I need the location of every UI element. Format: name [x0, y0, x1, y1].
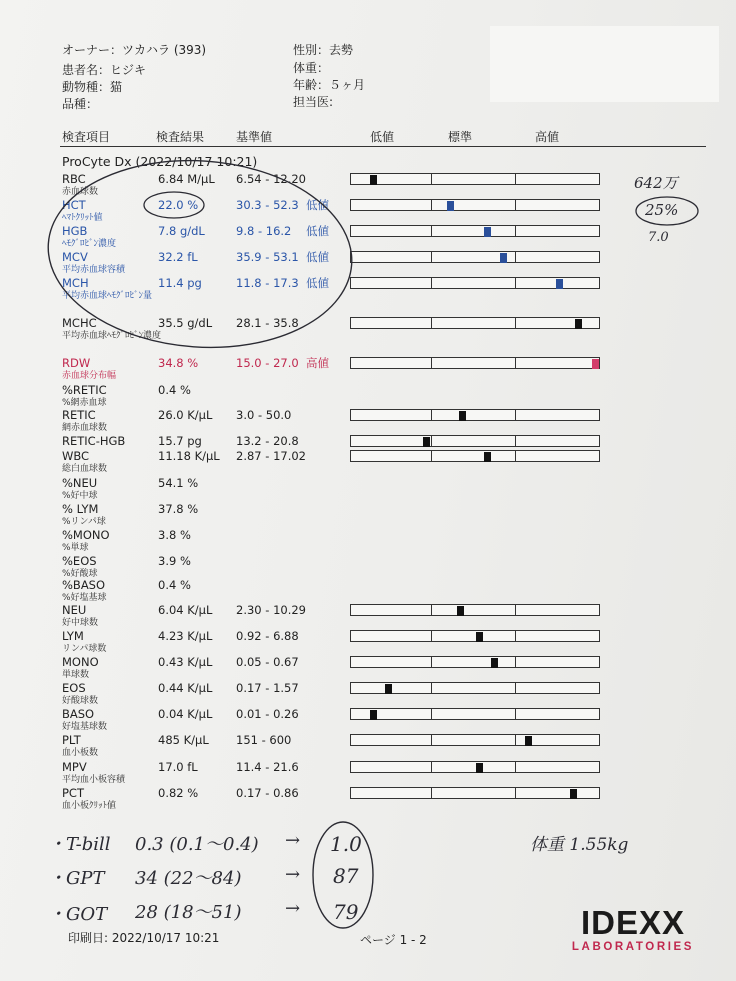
test-code: EOS — [62, 681, 86, 695]
result-marker — [457, 606, 464, 616]
test-value: 0.82 % — [158, 786, 199, 800]
flag-label: 高値 — [306, 356, 329, 370]
col-high-header: 高値 — [535, 130, 560, 144]
sex-field: 性別：去勢 — [293, 43, 354, 57]
note-tbil-new: 1.0 — [330, 832, 362, 856]
test-name: %リンパ球 — [62, 517, 106, 527]
test-name: 赤血球分布幅 — [62, 371, 117, 381]
note-rbc-count: 642万 — [634, 174, 678, 192]
range-divider-low — [431, 226, 432, 236]
note-body-weight: 体重 1.55kg — [530, 835, 629, 855]
test-name: リンパ球数 — [62, 644, 107, 654]
result-marker — [423, 437, 430, 447]
test-name: 平均赤血球ﾍﾓｸﾞﾛﾋﾞﾝ量 — [62, 291, 153, 301]
test-value: 11.18 K/µL — [158, 449, 220, 463]
flag-label: 低値 — [306, 276, 329, 290]
range-bar — [350, 708, 600, 720]
note-got-result: 28 (18～51) — [135, 902, 242, 923]
flag-label: 低値 — [306, 250, 329, 264]
range-divider-high — [515, 200, 516, 210]
reference-range: 0.17 - 0.86 — [236, 786, 299, 800]
test-name: 赤血球数 — [62, 187, 99, 197]
reference-range: 6.54 - 12.20 — [236, 172, 306, 186]
test-value: 34.8 % — [158, 356, 199, 370]
test-value: 3.9 % — [158, 554, 191, 568]
range-divider-low — [431, 200, 432, 210]
test-code: RETIC-HGB — [62, 434, 126, 448]
reference-range: 15.0 - 27.0 — [236, 356, 299, 370]
range-bar — [350, 173, 600, 185]
range-divider-low — [431, 657, 432, 667]
range-divider-low — [431, 762, 432, 772]
doctor-field: 担当医: — [293, 95, 334, 109]
result-marker — [370, 710, 377, 720]
test-value: 11.4 pg — [158, 276, 202, 290]
test-value: 54.1 % — [158, 476, 199, 490]
range-divider-high — [515, 358, 516, 368]
note-got-new: 79 — [333, 900, 359, 924]
range-divider-high — [515, 436, 516, 446]
test-name: 平均血小板容積 — [62, 775, 126, 785]
range-bar — [350, 435, 600, 447]
reference-range: 30.3 - 52.3 — [236, 198, 299, 212]
range-bar — [350, 277, 600, 289]
test-code: RBC — [62, 172, 86, 186]
test-code: PCT — [62, 786, 84, 800]
range-divider-high — [515, 735, 516, 745]
test-name: %単球 — [62, 543, 89, 553]
test-code: %RETIC — [62, 383, 107, 397]
result-marker — [575, 319, 582, 329]
test-code: NEU — [62, 603, 87, 617]
test-code: MCV — [62, 250, 88, 264]
flag-label: 低値 — [306, 224, 329, 238]
note-tbil-result: 0.3 (0.1～0.4) — [135, 834, 259, 855]
range-divider-low — [431, 788, 432, 798]
result-marker — [484, 452, 491, 462]
test-name: 好中球数 — [62, 618, 99, 628]
test-name: ﾍﾏﾄｸﾘｯﾄ値 — [62, 213, 103, 223]
breed-field: 品種： — [62, 97, 99, 111]
test-name: %網赤血球 — [62, 398, 107, 408]
range-bar — [350, 656, 600, 668]
range-divider-high — [515, 318, 516, 328]
test-name: %好酸球 — [62, 569, 98, 579]
owner-field: オーナー：ツカハラ (393) — [62, 43, 207, 57]
test-name: %好塩基球 — [62, 593, 107, 603]
weight-field: 体重： — [293, 61, 330, 75]
range-divider-high — [515, 278, 516, 288]
result-marker — [370, 175, 377, 185]
reference-range: 9.8 - 16.2 — [236, 224, 292, 238]
test-code: WBC — [62, 449, 90, 463]
reference-range: 13.2 - 20.8 — [236, 434, 299, 448]
test-code: HCT — [62, 198, 86, 212]
range-bar — [350, 734, 600, 746]
test-code: PLT — [62, 733, 81, 747]
test-value: 37.8 % — [158, 502, 199, 516]
range-bar — [350, 604, 600, 616]
test-value: 26.0 K/µL — [158, 408, 213, 422]
reference-range: 35.9 - 53.1 — [236, 250, 299, 264]
test-value: 0.4 % — [158, 578, 191, 592]
result-marker — [500, 253, 507, 263]
result-marker — [476, 763, 483, 773]
flag-label: 低値 — [306, 198, 329, 212]
range-bar — [350, 682, 600, 694]
note-hct: 25% — [645, 201, 679, 219]
reference-range: 11.4 - 21.6 — [236, 760, 299, 774]
test-code: MCHC — [62, 316, 97, 330]
result-marker — [556, 279, 563, 289]
test-name: 血小板ｸﾘｯﾄ値 — [62, 801, 117, 811]
idexx-logo — [566, 905, 700, 953]
result-marker — [447, 201, 454, 211]
test-code: %BASO — [62, 578, 106, 592]
test-value: 32.2 fL — [158, 250, 198, 264]
test-value: 7.8 g/dL — [158, 224, 205, 238]
test-name: 単球数 — [62, 670, 90, 680]
result-marker — [385, 684, 392, 694]
test-value: 485 K/µL — [158, 733, 209, 747]
range-divider-high — [515, 788, 516, 798]
range-bar — [350, 251, 600, 263]
range-divider-high — [515, 631, 516, 641]
test-value: 4.23 K/µL — [158, 629, 213, 643]
test-value: 0.43 K/µL — [158, 655, 213, 669]
test-value: 0.04 K/µL — [158, 707, 213, 721]
range-bar — [350, 787, 600, 799]
col-normal-header: 標準 — [448, 130, 473, 144]
reference-range: 3.0 - 50.0 — [236, 408, 292, 422]
reference-range: 0.01 - 0.26 — [236, 707, 299, 721]
reference-range: 0.17 - 1.57 — [236, 681, 299, 695]
col-reference-header: 基準値 — [236, 130, 273, 144]
range-divider-high — [515, 174, 516, 184]
range-divider-low — [431, 709, 432, 719]
test-name: ﾍﾓｸﾞﾛﾋﾞﾝ濃度 — [62, 239, 117, 249]
test-name: %好中球 — [62, 491, 98, 501]
test-code: RETIC — [62, 408, 96, 422]
note-gpt-arrow: → — [285, 864, 301, 885]
test-value: 17.0 fL — [158, 760, 198, 774]
age-field: 年齢：５ヶ月 — [293, 78, 366, 92]
range-divider-low — [431, 735, 432, 745]
range-bar — [350, 409, 600, 421]
note-gpt-new: 87 — [333, 864, 359, 888]
reference-range: 2.30 - 10.29 — [236, 603, 306, 617]
test-value: 3.8 % — [158, 528, 191, 542]
result-marker — [484, 227, 491, 237]
test-name: 平均赤血球ﾍﾓｸﾞﾛﾋﾞﾝ濃度 — [62, 331, 162, 341]
note-gpt-result: 34 (22～84) — [135, 868, 242, 889]
result-marker — [491, 658, 498, 668]
range-divider-low — [431, 436, 432, 446]
reference-range: 0.92 - 6.88 — [236, 629, 299, 643]
range-divider-low — [431, 174, 432, 184]
page-number: ページ 1 - 2 — [360, 933, 427, 947]
test-name: 総白血球数 — [62, 464, 108, 474]
reference-range: 151 - 600 — [236, 733, 292, 747]
test-code: % LYM — [62, 502, 99, 516]
test-value: 15.7 pg — [158, 434, 202, 448]
test-value: 0.44 K/µL — [158, 681, 213, 695]
print-date: 印刷日: 2022/10/17 10:21 — [68, 931, 220, 945]
result-marker — [570, 789, 577, 799]
test-value: 6.84 M/µL — [158, 172, 215, 186]
range-divider-high — [515, 226, 516, 236]
reference-range: 11.8 - 17.3 — [236, 276, 299, 290]
result-marker — [525, 736, 532, 746]
range-bar — [350, 761, 600, 773]
note-tbil-arrow: → — [285, 830, 301, 851]
test-name: 血小板数 — [62, 748, 99, 758]
test-name: 好塩基球数 — [62, 722, 108, 732]
test-code: RDW — [62, 356, 91, 370]
range-divider-low — [431, 631, 432, 641]
species-field: 動物種：猫 — [62, 80, 123, 94]
test-name: 好酸球数 — [62, 696, 99, 706]
col-item-header: 検査項目 — [62, 130, 111, 144]
range-bar — [350, 357, 600, 369]
reference-range: 0.05 - 0.67 — [236, 655, 299, 669]
test-value: 22.0 % — [158, 198, 199, 212]
header-rule — [60, 146, 706, 147]
range-bar — [350, 317, 600, 329]
result-marker — [592, 359, 599, 369]
range-divider-high — [515, 410, 516, 420]
range-divider-low — [431, 410, 432, 420]
test-code: BASO — [62, 707, 95, 721]
reference-range: 28.1 - 35.8 — [236, 316, 299, 330]
test-code: %NEU — [62, 476, 98, 490]
test-code: LYM — [62, 629, 84, 643]
test-value: 0.4 % — [158, 383, 191, 397]
test-code: MPV — [62, 760, 87, 774]
patient-field: 患者名：ヒジキ — [62, 63, 147, 77]
logo-wordmark: IDEXX — [580, 904, 686, 941]
range-divider-low — [431, 318, 432, 328]
col-low-header: 低値 — [370, 130, 395, 144]
range-divider-high — [515, 451, 516, 461]
note-gpt-test: ・GPT — [48, 868, 105, 889]
range-bar — [350, 225, 600, 237]
range-divider-high — [515, 657, 516, 667]
test-value: 35.5 g/dL — [158, 316, 213, 330]
note-hgb: 7.0 — [648, 230, 669, 245]
range-divider-high — [515, 252, 516, 262]
test-code: %EOS — [62, 554, 97, 568]
range-divider-low — [431, 451, 432, 461]
note-got-test: ・GOT — [48, 904, 108, 925]
test-code: MONO — [62, 655, 99, 669]
note-got-arrow: → — [285, 898, 301, 919]
range-divider-low — [431, 683, 432, 693]
range-divider-low — [431, 605, 432, 615]
test-name: 平均赤血球容積 — [62, 265, 126, 275]
range-bar — [350, 199, 600, 211]
note-tbil-test: ・T-bill — [48, 834, 111, 855]
range-divider-high — [515, 605, 516, 615]
test-value: 6.04 K/µL — [158, 603, 213, 617]
result-marker — [459, 411, 466, 421]
analyzer-title: ProCyte Dx (2022/10/17 10:21) — [62, 154, 258, 169]
logo-subtitle: LABORATORIES — [571, 941, 695, 953]
col-result-header: 検査結果 — [156, 130, 205, 144]
range-divider-high — [515, 709, 516, 719]
test-name: 網赤血球数 — [62, 423, 108, 433]
range-divider-high — [515, 762, 516, 772]
test-code: MCH — [62, 276, 89, 290]
range-divider-low — [431, 252, 432, 262]
test-code: %MONO — [62, 528, 110, 542]
range-bar — [350, 450, 600, 462]
reference-range: 2.87 - 17.02 — [236, 449, 306, 463]
range-divider-low — [431, 358, 432, 368]
redacted-area — [490, 26, 719, 102]
range-bar — [350, 630, 600, 642]
result-marker — [476, 632, 483, 642]
range-divider-low — [431, 278, 432, 288]
test-code: HGB — [62, 224, 88, 238]
range-divider-high — [515, 683, 516, 693]
